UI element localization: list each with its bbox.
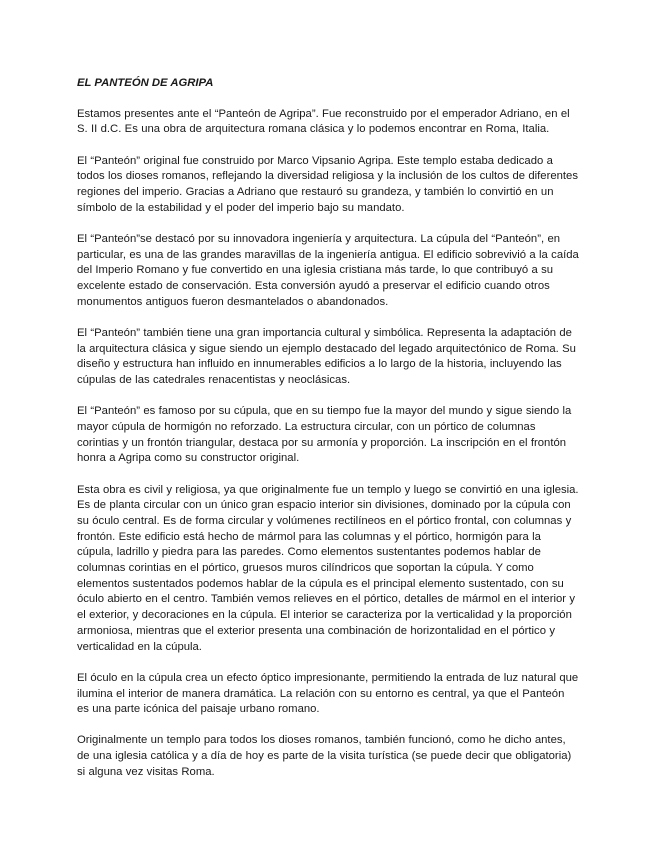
paragraph-original-pantheon: El “Panteón” original fue construido por Marco Vipsanio Agripa. Este templo estaba dedicado a todos los dioses romanos, reflejando la diversidad religiosa y la inclusión de los cultos de diferentes regiones del imperio. Gracias a Adriano que restauró su grandeza, y también lo convirtió en un símbolo de la estabilidad y el poder del imperio bajo su mandato. xyxy=(77,154,578,214)
document-body xyxy=(77,76,579,796)
paragraph-introduction: Estamos presentes ante el “Panteón de Agripa”. Fue reconstruido por el emperador Adriano, en el S. II d.C. Es una obra de arquitectura romana clásica y lo podemos encontrar en Roma, Italia. xyxy=(77,107,570,136)
paragraph-cultural-importance: El “Panteón” también tiene una gran importancia cultural y simbólica. Representa la adaptación de la arquitectura clásica y sigue siendo un ejemplo destacado del legado arquitectónico de Roma. Su diseño y estructura han influido en innumerables edificios a lo largo de la historia, incluyendo las cúpulas de las catedrales renacentistas y neoclásicas. xyxy=(77,326,576,387)
paragraph-oculus: El óculo en la cúpula crea un efecto óptico impresionante, permitiendo la entrada de luz natural que ilumina el interior de manera dramática. La relación con su entorno es central, ya que el Panteón es una parte icónica del paisaje urbano romano. xyxy=(77,671,579,716)
paragraph-dome: El “Panteón” es famoso por su cúpula, que en su tiempo fue la mayor del mundo y sigue siendo la mayor cúpula de hormigón no reforzado. La estructura circular, con un pórtico de columnas corintias y un frontón triangular, destaca por su armonía y proporción. La inscripción en el frontón honra a Agripa como su constructor original. xyxy=(77,405,572,465)
paragraph-conclusion: Originalmente un templo para todos los dioses romanos, también funcionó, como he dicho antes, de una iglesia católica y a día de hoy es parte de la visita turística (se puede decir que obligatoria) si alguna vez visitas Roma. xyxy=(77,734,572,778)
paragraph-engineering: El “Panteón”se destacó por su innovadora ingeniería y arquitectura. La cúpula del “Panteón”, en particular, es una de las grandes maravillas de la ingeniería antigua. El edificio sobrevivió a la caída del Imperio Romano y fue convertido en una iglesia cristiana más tarde, lo que contribuyó a su excelente estado de conservación. Esta conversión ayudó a preservar el edificio cuando otros monumentos antiguos fueron desmantelados o abandonados. xyxy=(77,232,579,308)
document-title: EL PANTEÓN DE AGRIPA xyxy=(77,77,214,89)
paragraph-structure: Esta obra es civil y religiosa, ya que originalmente fue un templo y luego se convirtió en una iglesia. Es de planta circular con un único gran espacio interior sin divisiones, dominado por la cúpula con su óculo central. Es de forma circular y volúmenes rectilíneos en el pórtico frontal, con columnas y frontón. Este edificio está hecho de mármol para las columnas y el pórtico, hormigón para la cúpula, ladrillo y piedra para las paredes. Como elementos sustentantes podemos hablar de columnas corintias en el pórtico, gruesos muros cilíndricos que soportan la cúpula. Y como elementos sustentados podemos hablar de la cúpula es el principal elemento sustentado, con su óculo abierto en el centro. También vemos relieves en el pórtico, detalles de mármol en el interior y el exterior, y decoraciones en la cúpula. El interior se caracteriza por la verticalidad y la proporción armoniosa, mientras que el exterior presenta una combinación de horizontalidad en el pórtico y verticalidad en la cúpula. xyxy=(77,483,579,653)
